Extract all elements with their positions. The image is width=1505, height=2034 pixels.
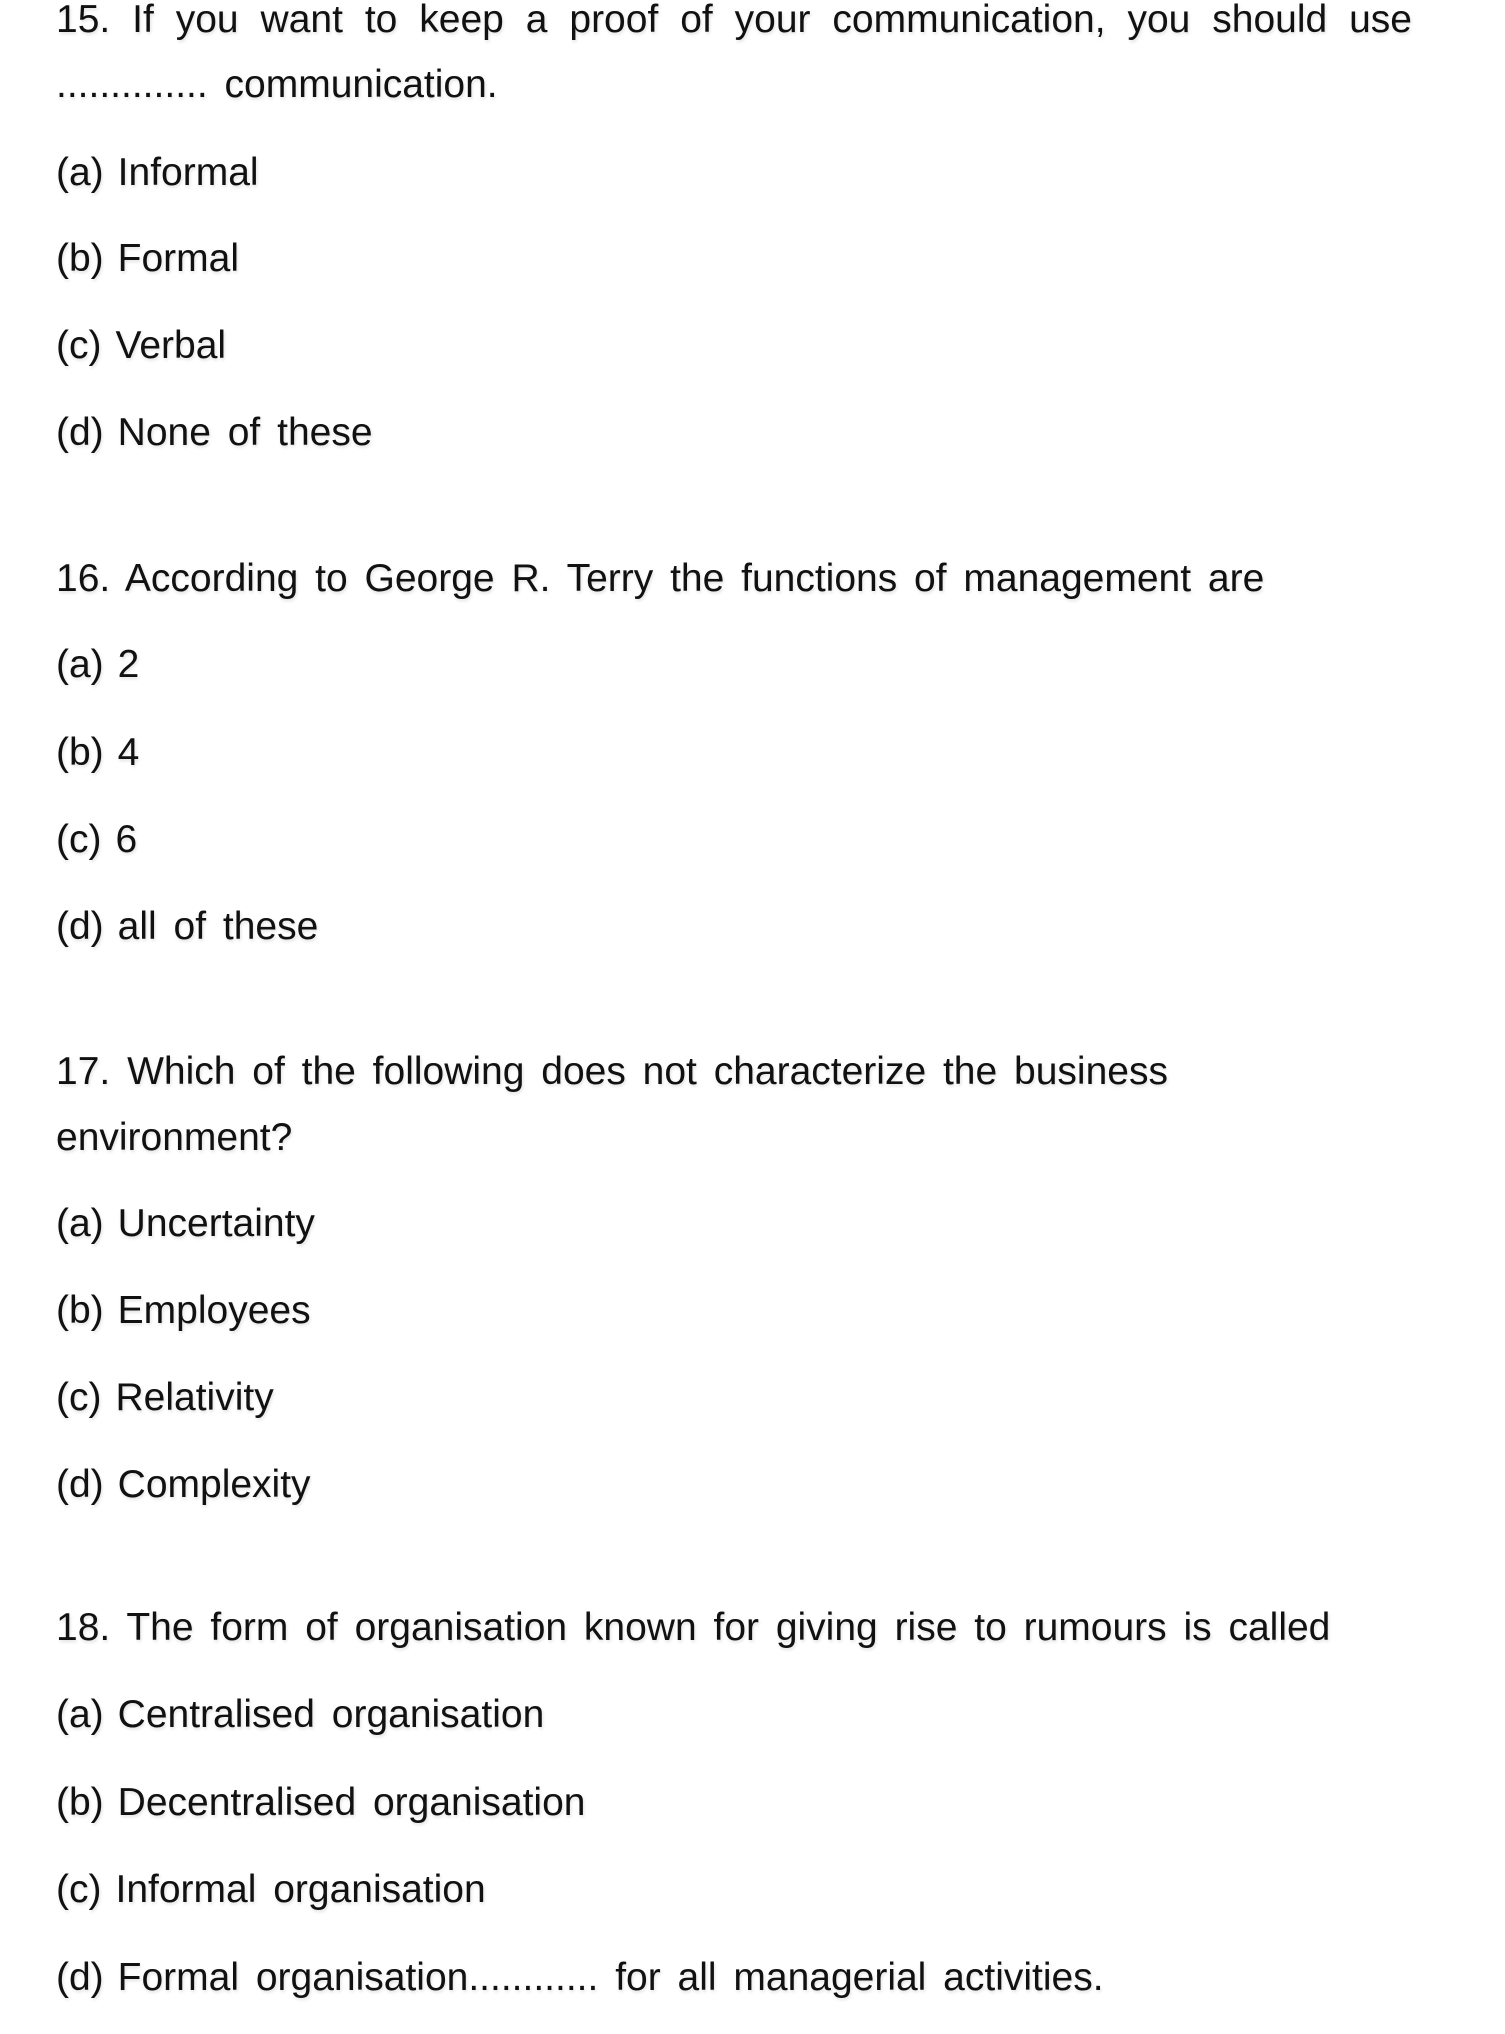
option-text: 6: [115, 818, 138, 861]
option-label: (a): [56, 1202, 104, 1245]
question-17-stem-line-2: environment?: [56, 1116, 293, 1159]
question-18-stem: [56, 1608, 1330, 1647]
question-number: 17.: [56, 1050, 111, 1093]
option-text: Relativity: [115, 1376, 274, 1419]
option-text: Complexity: [117, 1463, 311, 1506]
option-label: (a): [56, 643, 104, 686]
option-label: (b): [56, 1289, 104, 1332]
option-label: (c): [56, 324, 102, 367]
option-a[interactable]: [56, 1695, 544, 1734]
option-text: Informal organisation: [115, 1868, 486, 1911]
option-d[interactable]: [56, 907, 318, 946]
question-text: If you want to keep a proof of your communication, you should use: [132, 0, 1412, 41]
question-number: 15.: [56, 0, 111, 41]
option-label: (d): [56, 411, 104, 454]
option-label: (d): [56, 1463, 104, 1506]
option-label: (c): [56, 1376, 102, 1419]
option-c[interactable]: [56, 326, 226, 365]
question-16-stem: [56, 559, 1264, 598]
question-text: According to George R. Terry the functions of management are: [124, 557, 1265, 600]
option-text: 4: [117, 731, 140, 774]
option-label: (b): [56, 731, 104, 774]
question-number: 18.: [56, 1606, 111, 1649]
option-text: Decentralised organisation: [117, 1781, 586, 1824]
question-number: 16.: [56, 557, 111, 600]
option-c[interactable]: [56, 820, 137, 859]
question-text: The form of organisation known for giving rise to rumours is called: [126, 1606, 1331, 1649]
option-b[interactable]: [56, 1291, 311, 1330]
option-text: Employees: [117, 1289, 311, 1332]
option-label: (c): [56, 1868, 102, 1911]
question-17-stem-line-1: [56, 1052, 1168, 1091]
option-text: Informal: [117, 151, 259, 194]
option-c[interactable]: [56, 1870, 486, 1909]
option-label: (d): [56, 1956, 104, 1999]
option-b[interactable]: [56, 733, 139, 772]
option-label: (a): [56, 1693, 104, 1736]
option-a[interactable]: [56, 153, 259, 192]
option-label: (a): [56, 151, 104, 194]
option-d[interactable]: [56, 413, 373, 452]
option-label: (b): [56, 1781, 104, 1824]
option-d[interactable]: [56, 1958, 1104, 1997]
option-text: Formal: [117, 237, 240, 280]
question-15-stem-line-1: [56, 0, 1412, 39]
question-15-stem-line-2: .............. communication.: [56, 63, 498, 106]
option-text: Uncertainty: [117, 1202, 315, 1245]
option-label: (c): [56, 818, 102, 861]
option-text: None of these: [117, 411, 373, 454]
question-text: Which of the following does not characterize the business: [127, 1050, 1168, 1093]
option-text: Centralised organisation: [117, 1693, 545, 1736]
option-text: Formal organisation............ for all managerial activities.: [117, 1956, 1104, 1999]
option-b[interactable]: [56, 239, 239, 278]
option-b[interactable]: [56, 1783, 585, 1822]
option-label: (d): [56, 905, 104, 948]
option-text: 2: [117, 643, 140, 686]
option-d[interactable]: [56, 1465, 311, 1504]
option-a[interactable]: [56, 645, 139, 684]
option-a[interactable]: [56, 1204, 315, 1243]
option-text: all of these: [117, 905, 319, 948]
option-label: (b): [56, 237, 104, 280]
option-text: Verbal: [115, 324, 227, 367]
option-c[interactable]: [56, 1378, 274, 1417]
